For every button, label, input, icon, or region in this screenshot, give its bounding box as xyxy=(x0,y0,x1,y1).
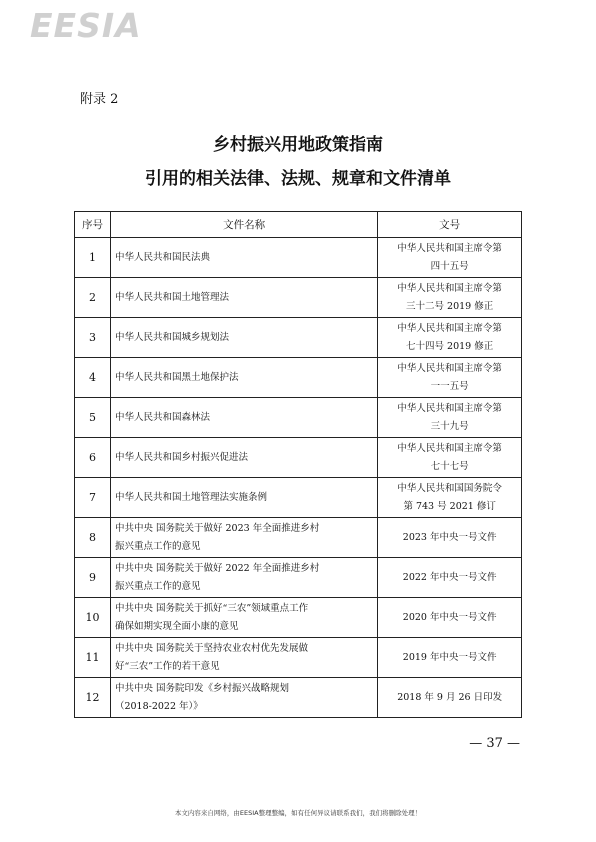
row-number: 1 xyxy=(75,238,111,278)
row-number: 2 xyxy=(75,278,111,318)
doc-number-line1: 中华人民共和国主席令第 xyxy=(397,442,502,454)
table-row xyxy=(75,678,522,718)
doc-number xyxy=(378,238,522,278)
file-name: 中华人民共和国城乡规划法 xyxy=(110,318,377,358)
table-row xyxy=(75,478,522,518)
row-number: 4 xyxy=(75,358,111,398)
doc-number-line1: 中华人民共和国主席令第 xyxy=(397,322,502,334)
table-row xyxy=(75,318,522,358)
logo: EESIA xyxy=(30,6,142,45)
file-name-line1: 中共中央 国务院关于做好 2022 年全面推进乡村 xyxy=(114,562,320,574)
footer-disclaimer: 本文内容来自网络，由EESIA整理整编，如有任何异议请联系我们，我们将删除处理！ xyxy=(174,809,422,817)
table-row xyxy=(75,438,522,478)
page-number: — 37 — xyxy=(469,736,520,751)
row-number: 7 xyxy=(75,478,111,518)
file-name-line2: 振兴重点工作的意见 xyxy=(114,580,201,592)
row-number: 9 xyxy=(75,558,111,598)
table-header-row xyxy=(75,212,522,238)
file-name-line2: 好“三农”工作的若干意见 xyxy=(114,660,220,672)
file-name xyxy=(110,638,377,678)
file-name-line2: 振兴重点工作的意见 xyxy=(114,540,201,552)
row-number: 12 xyxy=(75,678,111,718)
file-name xyxy=(110,678,377,718)
column-header-number: 序号 xyxy=(75,212,111,238)
file-name: 中华人民共和国森林法 xyxy=(110,398,377,438)
row-number: 8 xyxy=(75,518,111,558)
file-name-line1: 中共中央 国务院关于坚持农业农村优先发展做 xyxy=(114,642,308,654)
doc-number xyxy=(378,438,522,478)
doc-number xyxy=(378,318,522,358)
file-name-line1: 中共中央 国务院关于抓好“三农”领域重点工作 xyxy=(114,602,309,614)
doc-number: 2022 年中央一号文件 xyxy=(378,558,522,598)
doc-number-line1: 中华人民共和国主席令第 xyxy=(397,362,502,374)
doc-number-line2: 第 743 号 2021 修订 xyxy=(403,500,496,512)
row-number: 3 xyxy=(75,318,111,358)
doc-number: 2023 年中央一号文件 xyxy=(378,518,522,558)
doc-number-line1: 中华人民共和国主席令第 xyxy=(397,402,502,414)
file-name-line2: 确保如期实现全面小康的意见 xyxy=(114,620,239,632)
table-row xyxy=(75,598,522,638)
row-number: 5 xyxy=(75,398,111,438)
file-name-line2: （2018-2022 年）》 xyxy=(114,700,203,712)
file-name xyxy=(110,518,377,558)
doc-number: 2020 年中央一号文件 xyxy=(378,598,522,638)
doc-number xyxy=(378,398,522,438)
table-row xyxy=(75,238,522,278)
table-row xyxy=(75,398,522,438)
file-name: 中华人民共和国黑土地保护法 xyxy=(110,358,377,398)
row-number: 10 xyxy=(75,598,111,638)
file-name: 中华人民共和国土地管理法实施条例 xyxy=(110,478,377,518)
table-row xyxy=(75,638,522,678)
column-header-file-name: 文件名称 xyxy=(110,212,377,238)
table-row xyxy=(75,558,522,598)
file-name: 中华人民共和国乡村振兴促进法 xyxy=(110,438,377,478)
file-name xyxy=(110,558,377,598)
document-subtitle: 引用的相关法律、法规、规章和文件清单 xyxy=(145,169,451,189)
doc-number: 2019 年中央一号文件 xyxy=(378,638,522,678)
row-number: 11 xyxy=(75,638,111,678)
row-number: 6 xyxy=(75,438,111,478)
file-name xyxy=(110,598,377,638)
doc-number-line2: 七十七号 xyxy=(430,460,469,472)
doc-number-line1: 中华人民共和国主席令第 xyxy=(397,242,502,254)
doc-number-line2: 四十五号 xyxy=(430,260,469,272)
doc-number xyxy=(378,358,522,398)
doc-number-line2: 三十九号 xyxy=(430,420,469,432)
doc-number: 2018 年 9 月 26 日印发 xyxy=(378,678,522,718)
doc-number xyxy=(378,478,522,518)
column-header-doc-number: 文号 xyxy=(378,212,522,238)
table-row xyxy=(75,518,522,558)
document-title: 乡村振兴用地政策指南 xyxy=(213,135,383,155)
file-name-line1: 中共中央 国务院印发《乡村振兴战略规划 xyxy=(114,682,289,694)
appendix-label: 附录 2 xyxy=(80,92,119,107)
doc-number-line2: 三十二号 2019 修正 xyxy=(406,300,494,312)
file-name-line1: 中共中央 国务院关于做好 2023 年全面推进乡村 xyxy=(114,522,320,534)
doc-number-line1: 中华人民共和国主席令第 xyxy=(397,282,502,294)
doc-number-line2: 一一五号 xyxy=(430,380,469,392)
doc-number xyxy=(378,278,522,318)
table-row xyxy=(75,278,522,318)
file-name: 中华人民共和国民法典 xyxy=(110,238,377,278)
table-row xyxy=(75,358,522,398)
file-name: 中华人民共和国土地管理法 xyxy=(110,278,377,318)
document-list-table xyxy=(74,211,522,718)
doc-number-line1: 中华人民共和国国务院令 xyxy=(397,482,502,494)
doc-number-line2: 七十四号 2019 修正 xyxy=(406,340,494,352)
